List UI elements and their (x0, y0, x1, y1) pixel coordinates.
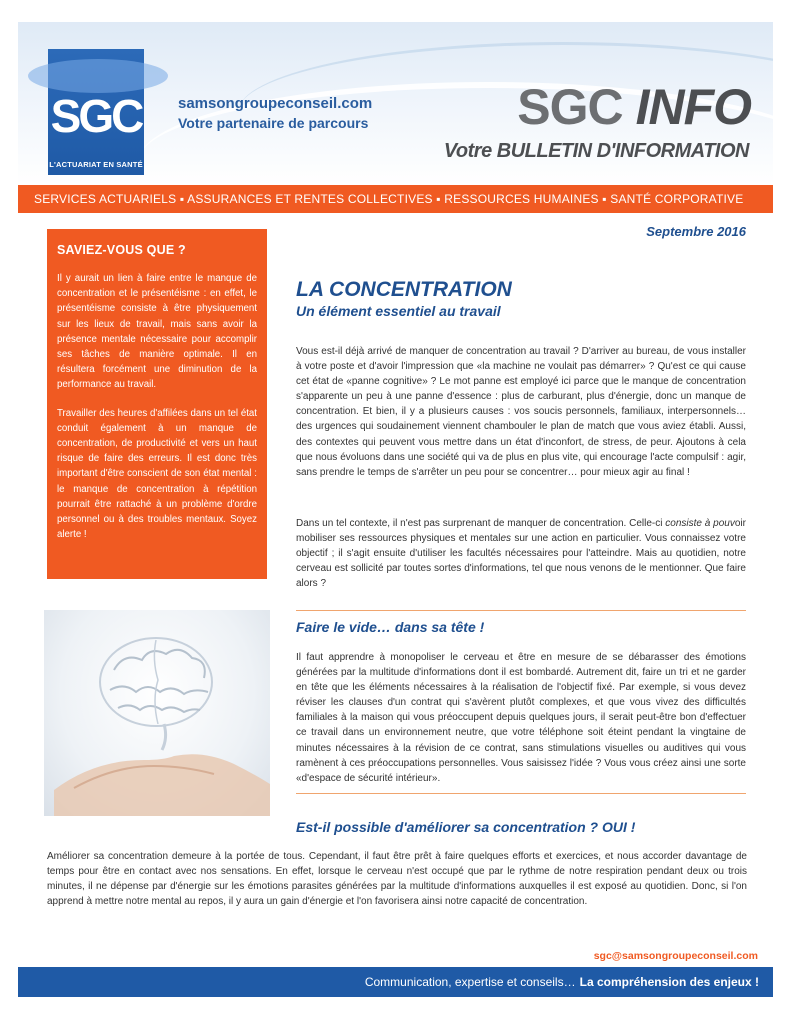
site-url-link[interactable]: samsongroupeconseil.com (178, 95, 373, 112)
brand-title (517, 78, 751, 136)
article-paragraph-4: Améliorer sa concentration demeure à la portée de tous. Cependant, il faut être prêt à faire quelques efforts et exercices, et nous accorder davantage de temps pour être en contact avec nos sensations. En effet, lorsque le cerveau n'est occupé que par le rythme de notre respiration pendant deux ou trois minutes, il ne dépense par d'énergie sur les émotions parasites générées par la multitude d'informations auxquelles il est exposé au quotidien. Donc, si l'on apprend à mettre notre mental au repos, il y aura un gain d'énergie et l'on favorisera ainsi notre capacité de concentration. (47, 851, 747, 908)
main-article-header (296, 278, 746, 319)
sidebar-paragraph-2: Travailler des heures d'affilées dans un tel état conduit également à un manque de concentration, de productivité et vers un haut risque de faire des erreurs. Il est donc très important d'être conscient de son état mental : le manque de concentration à répétition pourrait être rattaché à un problème d'ordre personnel ou à des troubles mentaux. Soyez alerte ! (57, 407, 257, 541)
article-paragraph-3: Il faut apprendre à monopoliser le cerveau et être en mesure de se débarasser des émotions générées par la multitude d'informations dont il est bombardé. Autrement dit, faire un tri et ne garder en tête que les éléments nécessaires à la réalisation de l'objectif fixé. Par exemple, si vous devez réviser les clauses d'un contrat qui s'avèrent plutôt complexes, et que vous vivez des difficultés familiales à la maison qui vous préoccupent depuis quelques jours, il serait peut-être bon d'effectuer ce travail dans un environnement neutre, que votre téléphone soit éteint pendant la vingtaine de minutes nécessaires à la révision de ce contrat, sans stimulations visuelles ou auditives qui vous ramènent à ces préoccupations personnelles. Vous saisissez l'idée ? Vous vous créez ainsi une sorte «d'espace de sécurité intérieur». (296, 652, 746, 784)
contact-email-link[interactable]: sgc@samsongroupeconseil.com (593, 950, 758, 962)
sidebar-saviez-vous (47, 229, 267, 579)
p2-part-b: oir mobiliser ses ressources physiques et mental (296, 518, 746, 545)
tagline: Votre partenaire de parcours (178, 115, 369, 131)
brain-icon (44, 610, 270, 816)
services-bar: SERVICES ACTUARIELS ▪ ASSURANCES ET RENTES COLLECTIVES ▪ RESSOURCES HUMAINES ▪ SANTÉ CORPORATIVE (18, 185, 773, 213)
brand-subtitle: Votre BULLETIN D'INFORMATION (443, 140, 749, 162)
section-title-faire-le-vide: Faire le vide… dans sa tête ! (296, 619, 485, 635)
sgc-logo[interactable] (48, 49, 144, 175)
article-title: LA CONCENTRATION (296, 278, 512, 301)
sidebar-paragraph-1: Il y aurait un lien à faire entre le manque de concentration et le présentéisme : en effet, le présentéisme consiste à être physiquement sur les lieux de travail, mais sans avoir la présence mentale nécessaire pour accomplir ses tâches de manière optimale. Il en résultera forcément une diminution de la performance au travail. (57, 273, 257, 391)
article-subtitle: Un élément essentiel au travail (296, 303, 501, 319)
p2-emphasis-1: consiste à pouv (665, 518, 735, 529)
logo-wave-icon (28, 59, 168, 93)
issue-date: Septembre 2016 (646, 224, 746, 239)
header-banner (18, 22, 773, 184)
p2-part-a: Dans un tel contexte, il n'est pas surprenant de manquer de concentration. Celle-ci (296, 518, 666, 529)
sidebar-title: SAVIEZ-VOUS QUE ? (57, 243, 186, 257)
footer-bar (18, 967, 773, 997)
article-paragraph-1: Vous est-il déjà arrivé de manquer de concentration au travail ? D'arriver au bureau, de vous installer à votre poste et d'avoir l'impression que «la machine ne voulait pas démarrer» ? Qu'est ce qui cause cet état de «panne cognitive» ? Le mot panne est employé ici parce que le manque de concentration s'apparente un peu à une panne d'essence : plus de carburant, plus d'énergie, donc un manque de concentration. Et bien, il y a plusieurs causes : vos soucis personnels, familiaux, interpersonnels… des urgences qui soudainement viennent chambouler le plan de match que vous aviez établi. Aussi, des contextes qui peuvent vous mettre dans un état d'inconfort, de stress, de peur. Ajoutons à cela que nous évoluons dans une société qui va de plus en plus vite, qui encourage l'acte compulsif : agir, sans prendre le temps de s'arrêter un peu pour se concentrer… pour mieux agir au final ! (296, 346, 746, 478)
article-paragraph-2 (296, 516, 746, 591)
brain-hands-image (44, 610, 270, 816)
footer-text-plain: Communication, expertise et conseils… (364, 975, 576, 989)
footer-text-bold: La compréhension des enjeux ! (579, 975, 759, 989)
brand-title-right: INFO (635, 79, 751, 135)
p2-part-c: sur une action en particulier. Vous connaissez votre objectif ; il s'agit ensuite d'utiliser les facultés nécessaires pour l'atteindre. Mais au quotidien, notre cerveau est sollicité par toutes sortes d'informations, tel que nous venons de le mentionner. Que faire alors ? (296, 533, 746, 590)
logo-subtitle: L'ACTUARIAT EN SANTÉ (49, 160, 143, 169)
section-title-ameliorer: Est-il possible d'améliorer sa concentration ? OUI ! (296, 819, 636, 835)
divider-1 (296, 610, 746, 611)
divider-2 (296, 793, 746, 794)
p2-emphasis-2: es (500, 533, 511, 545)
brand-title-left: SGC (517, 79, 623, 135)
logo-text: SGC (50, 90, 142, 142)
